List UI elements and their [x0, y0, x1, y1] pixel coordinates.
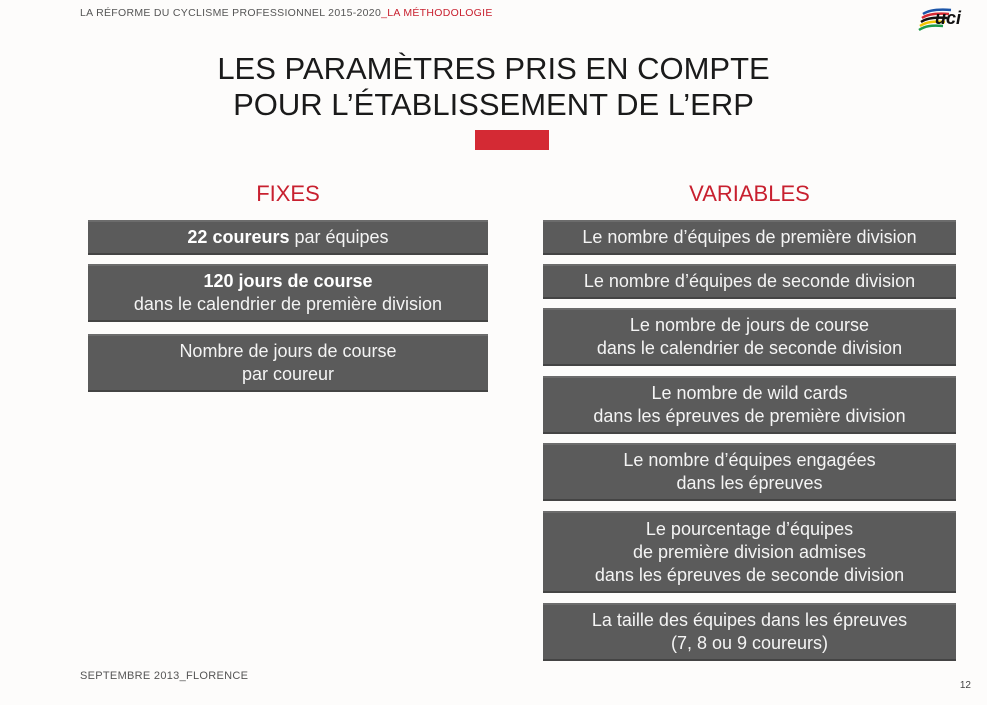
title-line-1: LES PARAMÈTRES PRIS EN COMPTE [217, 51, 770, 86]
variables-item-5-line2: dans les épreuves [676, 473, 823, 493]
variables-item-4-line2: dans les épreuves de première division [593, 406, 906, 426]
variables-item-6 [543, 511, 956, 593]
variables-item-6-line2: de première division admises [632, 541, 867, 562]
logo-text: uci [935, 8, 962, 28]
fixes-item-3-line2: par coureur [241, 364, 335, 384]
variables-item-5 [543, 443, 956, 501]
page-number: 12 [959, 680, 971, 691]
variables-item-3-line1: Le nombre de jours de course [629, 315, 870, 335]
fixes-item-2-bold: 120 jours de course [203, 271, 373, 291]
fixes-item-1-rest: par équipes [289, 227, 389, 247]
variables-item-6-line1: Le pourcentage d’équipes [645, 518, 854, 539]
variables-heading: VARIABLES [689, 181, 810, 206]
fixes-item-2 [88, 264, 488, 322]
variables-item-7-line2: (7, 8 ou 9 coureurs) [670, 633, 829, 653]
variables-item-4-line1: Le nombre de wild cards [651, 383, 848, 403]
page-title [0, 51, 987, 123]
title-underline-bar [475, 130, 549, 150]
variables-item-3 [543, 308, 956, 366]
fixes-item-1-bold: 22 coureurs [187, 227, 290, 247]
fixes-item-3 [88, 334, 488, 392]
variables-item-7 [543, 603, 956, 661]
variables-item-7-line1: La taille des équipes dans les épreuves [591, 610, 908, 630]
variables-item-3-line2: dans le calendrier de seconde division [596, 338, 903, 358]
variables-item-5-line1: Le nombre d’équipes engagées [623, 450, 876, 470]
variables-item-6-line3: dans les épreuves de seconde division [594, 564, 905, 585]
header-text: LA RÉFORME DU CYCLISME PROFESSIONNEL 2015-2020 [80, 7, 382, 19]
title-line-2: POUR L’ÉTABLISSEMENT DE L’ERP [233, 87, 754, 122]
variables-item-1-line1: Le nombre d’équipes de première division [582, 227, 917, 247]
header-accent: _LA MÉTHODOLOGIE [381, 7, 493, 19]
variables-item-1 [543, 220, 956, 255]
fixes-heading: FIXES [256, 181, 320, 206]
variables-item-2 [543, 264, 956, 299]
fixes-item-1 [88, 220, 488, 255]
header-caption [80, 7, 493, 19]
footer-date: SEPTEMBRE 2013_FLORENCE [80, 670, 249, 682]
variables-item-2-line1: Le nombre d’équipes de seconde division [583, 271, 916, 291]
variables-item-4 [543, 376, 956, 434]
fixes-item-3-line1: Nombre de jours de course [179, 341, 397, 361]
fixes-item-2-line2: dans le calendrier de première division [133, 294, 443, 314]
uci-logo [917, 4, 969, 34]
